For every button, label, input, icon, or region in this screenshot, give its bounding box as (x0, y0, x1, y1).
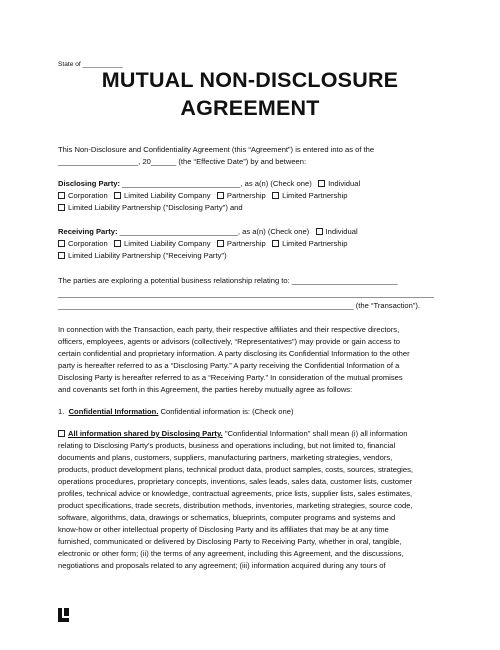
all-info-line: negotiations and proposals related to any agreement; (iii) information acquired during any tours of (58, 561, 386, 570)
receiving-types-line (58, 239, 348, 249)
disclosing-types-line (58, 191, 348, 201)
all-info-line: product specifications, trade secrets, distribution methods, inventories, marketing strategies, source code, (58, 501, 413, 510)
all-info-line: documents and plans, customers, suppliers, manufacturing partners, marketing strategies, vendors, (58, 453, 393, 462)
checkbox-label: Individual (328, 179, 361, 188)
paragraph-line: Disclosing Party is hereafter referred to as a “Receiving Party.” In consideration of the mutual promises (58, 373, 403, 382)
all-info-line: software, algorithms, data, drawings or schematics, blueprints, computer programs and systems and (58, 513, 396, 522)
receiving-party-label: Receiving Party: (58, 227, 118, 236)
all-info-text: "Confidential Information" shall mean (i) all information (222, 429, 408, 438)
disclosing-party-label: Disclosing Party: (58, 179, 121, 188)
receiving-llp-checkbox[interactable] (58, 252, 65, 259)
receiving-party-blank: ____________________________, as a(n) (Check one) (117, 227, 310, 236)
checkbox-label: Limited Liability Company (124, 191, 211, 200)
disclosing-llp-line (58, 203, 243, 213)
checkbox-label: Corporation (68, 239, 108, 248)
checkbox-label: Limited Partnership (282, 239, 348, 248)
checkbox-label: Corporation (68, 191, 108, 200)
receiving-llc-checkbox[interactable] (114, 240, 121, 247)
disclosing-llc-checkbox[interactable] (114, 192, 121, 199)
disclosing-individual-checkbox[interactable] (318, 180, 325, 187)
disclosing-party-blank: ____________________________, as a(n) (Check one) (120, 179, 312, 188)
relationship-line-2: _________________________________________________________________________________________ (58, 289, 434, 298)
all-info-checkbox[interactable] (58, 430, 65, 437)
disclosing-party-line (58, 179, 360, 189)
checkbox-label: Limited Partnership (282, 191, 348, 200)
receiving-individual-checkbox[interactable] (316, 228, 323, 235)
intro-line-2: ___________________, 20______ (the “Effective Date”) by and between: (58, 157, 307, 166)
document-logo-icon (58, 608, 69, 622)
disclosing-llp-checkbox[interactable] (58, 204, 65, 211)
state-line: State of ___________ (58, 61, 123, 68)
paragraph-line: party is hereafter referred to as a “Disclosing Party.” A party receiving the Confidential Information of a (58, 361, 400, 370)
paragraph-line: certain confidential and proprietary information. A party disclosing its Confidential Information to the other (58, 349, 410, 358)
checkbox-label: Individual (325, 227, 358, 236)
section-title: Confidential Information. (68, 407, 159, 416)
receiving-llp-line (58, 251, 227, 261)
disclosing-lp-checkbox[interactable] (272, 192, 279, 199)
all-info-heading: All information shared by Disclosing Party. (68, 429, 223, 438)
receiving-party-line (58, 227, 358, 237)
all-info-line: electronic or other form; (ii) the terms of any agreement, including this Agreement, and the discussions, (58, 549, 404, 558)
all-info-line: products, product development plans, technical product data, product samples, costs, sources, strategies, (58, 465, 413, 474)
relationship-line-3: ______________________________________________________________________ (the “Transaction”). (58, 301, 421, 310)
checkbox-label: Limited Liability Partnership ("Receiving Party") (68, 251, 227, 260)
receiving-partnership-checkbox[interactable] (217, 240, 224, 247)
all-info-line: know-how or other intellectual property of Disclosing Party and its affiliates that may be at any time (58, 525, 389, 534)
checkbox-label: Partnership (226, 191, 266, 200)
checkbox-label: Partnership (226, 239, 266, 248)
receiving-corporation-checkbox[interactable] (58, 240, 65, 247)
title-line-1: MUTUAL NON-DISCLOSURE (101, 68, 399, 92)
receiving-lp-checkbox[interactable] (272, 240, 279, 247)
paragraph-line: In connection with the Transaction, each party, their respective affiliates and their respective directors, (58, 325, 400, 334)
section-number: 1. (58, 407, 65, 416)
paragraph-line: officers, employees, agents or advisors (collectively, “Representatives”) may provide or gain access to (58, 337, 401, 346)
all-info-option-line (58, 429, 408, 439)
all-info-line: relating to Disclosing Party’s products, business and operations including, but not limited to, financial (58, 441, 396, 450)
intro-line-1: This Non-Disclosure and Confidentiality Agreement (this “Agreement”) is entered into as of the (58, 145, 375, 154)
checkbox-label: Limited Liability Company (124, 239, 211, 248)
all-info-line: furnished, communicated or delivered by Disclosing Party to Receiving Party, whether in oral, tangible, (58, 537, 402, 546)
section-1-heading (58, 407, 294, 417)
title-line-2: AGREEMENT (180, 96, 320, 120)
checkbox-label: Limited Liability Partnership ("Disclosing Party") and (68, 203, 243, 212)
paragraph-line: and covenants set forth in this Agreement, the parties hereby mutually agree as follows: (58, 385, 353, 394)
disclosing-partnership-checkbox[interactable] (217, 192, 224, 199)
all-info-line: profiles, technical advice or knowledge, contractual agreements, price lists, supplier lists, sales estimates, (58, 489, 413, 498)
relationship-line-1: The parties are exploring a potential business relationship relating to: _________________________ (58, 276, 398, 285)
disclosing-corporation-checkbox[interactable] (58, 192, 65, 199)
section-text: Confidential information is: (Check one) (158, 407, 294, 416)
all-info-line: operations procedures, proprietary concepts, inventions, sales leads, sales data, customer lists, customer (58, 477, 413, 486)
